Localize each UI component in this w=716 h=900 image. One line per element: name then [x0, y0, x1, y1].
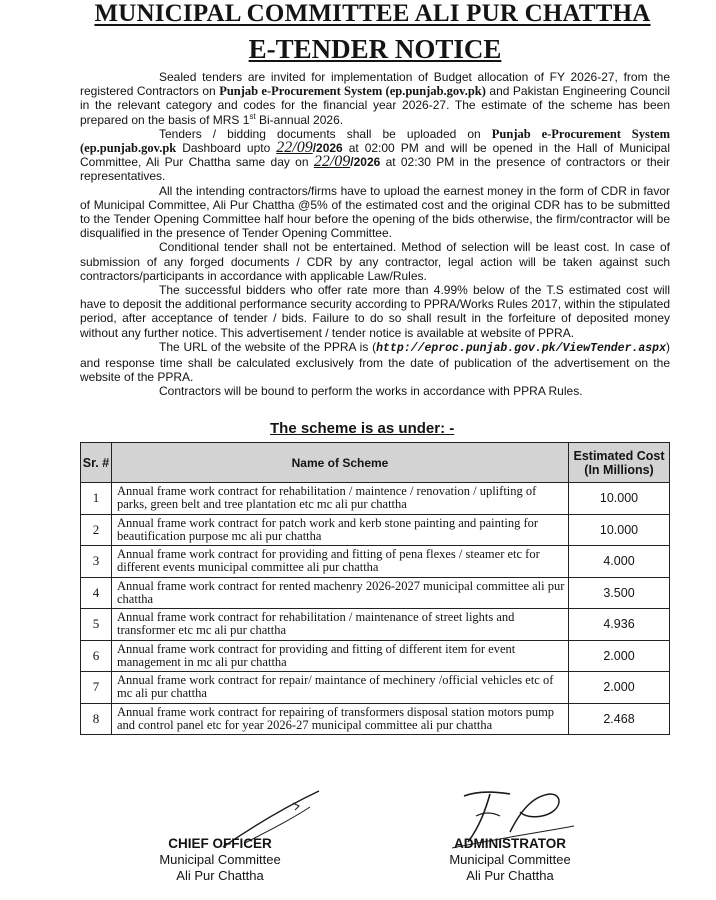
table-row: [81, 483, 670, 515]
paragraph-submission: Tenders / bidding documents shall be uploaded on Punjab e-Procurement System (ep.punjab.gov.pk Dashboard upto 22/09/2026 at 02:00 PM and will be opened in the Hall of Municipal Committee, Ali Pur Chattha same day on 22/09/2026 at 02:30 PM in the presence of contractors or their representatives.: [80, 126, 671, 184]
cell-cost: 3.500: [569, 577, 670, 609]
cell-scheme-name: Annual frame work contract for rented machenry 2026-2027 municipal committee ali pur chattha: [112, 577, 569, 609]
signoff-place: Ali Pur Chattha: [466, 868, 554, 883]
signoff-role: ADMINISTRATOR: [454, 836, 566, 851]
table-row: [81, 640, 670, 672]
paragraph-earnest-money: All the intending contractors/firms have to upload the earnest money in the form of CDR in favor of Municipal Committee, Ali Pur Chattha @5% of the estimated cost and the original CDR has to be submitted to the Tender Opening Committee half hour before the opening of the bids otherwise, the firm/contractor will be disqualified in the presence of Tender Opening Committee.: [80, 183, 670, 241]
header-cost: Estimated Cost (In Millions): [569, 443, 670, 483]
header-sr: Sr. #: [81, 443, 112, 483]
signoff-chief-officer: [150, 836, 290, 884]
scheme-table: [80, 442, 670, 735]
cell-sr: 6: [81, 640, 112, 672]
paragraph-performance-security: The successful bidders who offer rate more than 4.99% below of the T.S estimated cost will have to deposit the additional performance security according to PPRA/Works Rules 2017, within the stipulated period, after acceptance of tender / bids. Failure to do so shall result in the forfeiture of deposited money without any further notice. This advertisement / tender notice is available at website of PPRA.: [80, 283, 670, 340]
cell-cost: 10.000: [569, 483, 670, 515]
cell-sr: 4: [81, 577, 112, 609]
cell-cost: 10.000: [569, 514, 670, 546]
handwritten-date-opening: 22/09: [313, 153, 351, 171]
cell-sr: 1: [81, 483, 112, 515]
cell-sr: 3: [81, 546, 112, 578]
paragraph-ppra-rules: Contractors will be bound to perform the works in accordance with PPRA Rules.: [159, 384, 583, 399]
signoff-org: Municipal Committee: [159, 852, 281, 867]
notice-subtitle: E-TENDER NOTICE: [248, 34, 502, 64]
table-row: [81, 609, 670, 641]
cell-cost: 2.468: [569, 703, 670, 735]
cell-cost: 2.000: [569, 640, 670, 672]
cell-sr: 8: [81, 703, 112, 735]
table-row: [81, 546, 670, 578]
cell-scheme-name: Annual frame work contract for rehabilitation / maintence / renovation / uplifting of parks, green belt and tree plantation etc mc ali pur chattha: [112, 483, 569, 515]
header-name: Name of Scheme: [112, 443, 569, 483]
handwritten-date-upload: 22/09: [276, 139, 313, 157]
notice-body: [80, 70, 670, 399]
cell-cost: 4.000: [569, 546, 670, 578]
table-row: [81, 672, 670, 704]
cell-sr: 2: [81, 514, 112, 546]
signoff-place: Ali Pur Chattha: [176, 868, 264, 883]
cell-scheme-name: Annual frame work contract for rehabilitation / maintenance of street lights and transformer etc mc ali pur chattha: [112, 609, 569, 641]
table-row: [81, 703, 670, 735]
table-row: [81, 514, 670, 546]
scheme-heading: The scheme is as under: -: [270, 420, 455, 437]
signoff-role: CHIEF OFFICER: [168, 836, 272, 851]
cell-cost: 4.936: [569, 609, 670, 641]
cell-scheme-name: Annual frame work contract for repair/ maintance of mechinery /official vehicles etc of mc ali pur chattha: [112, 672, 569, 704]
paragraph-invitation: Sealed tenders are invited for implementation of Budget allocation of FY 2026-27, from the registered Contractors on Punjab e-Procurement System (ep.punjab.gov.pk) and Pakistan Engineering Council in the relevant category and codes for the financial year 2026-27. The estimate of the scheme has been prepared on the basis of MRS 1st Bi-annual 2026.: [80, 70, 671, 127]
notice-title: MUNICIPAL COMMITTEE ALI PUR CHATTHA: [94, 0, 651, 27]
table-row: [81, 577, 670, 609]
signoff-org: Municipal Committee: [449, 852, 571, 867]
cell-scheme-name: Annual frame work contract for repairing of transformers disposal station motors pump and control panel etc for year 2026-27 municipal committee ali pur chattha: [112, 703, 569, 735]
cell-sr: 7: [81, 672, 112, 704]
ppra-url-link[interactable]: http://eproc.punjab.gov.pk/ViewTender.aspx: [376, 341, 666, 355]
cell-scheme-name: Annual frame work contract for providing and fitting of pena flexes / steamer etc for different events municipal committee ali pur chattha: [112, 546, 569, 578]
cell-scheme-name: Annual frame work contract for patch work and kerb stone painting and painting for beautification purpose mc ali pur chattha: [112, 514, 569, 546]
cell-scheme-name: Annual frame work contract for providing and fitting of different item for event management in mc ali pur chattha: [112, 640, 569, 672]
cell-cost: 2.000: [569, 672, 670, 704]
paragraph-conditions: Conditional tender shall not be entertained. Method of selection will be least cost. In case of submission of any forged documents / CDR by any contractor, legal action will be taken against such contractors/participants in accordance with applicable Law/Rules.: [80, 240, 670, 283]
signoff-administrator: [440, 836, 580, 884]
paragraph-ppra-url: The URL of the website of the PPRA is (http://eproc.punjab.gov.pk/ViewTender.aspx) and response time shall be calculated exclusively from the date of publication of the advertisement on the website of the PPRA.: [80, 339, 670, 385]
cell-sr: 5: [81, 609, 112, 641]
table-header-row: [81, 443, 670, 483]
